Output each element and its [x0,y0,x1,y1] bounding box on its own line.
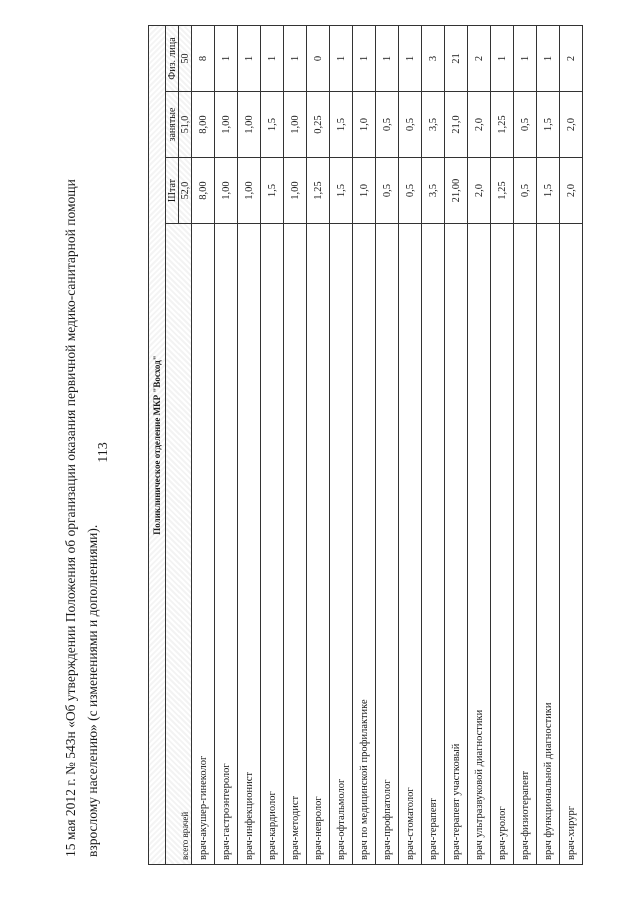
table-title: Поликлиническое отделение МКР "Восход" [149,26,166,865]
row-shtat: 1,00 [284,158,307,224]
table-title-row [149,26,166,865]
staff-table [148,25,583,865]
row-fiz: 21 [445,26,468,92]
row-name: врач-акушер-гинеколог [192,224,215,865]
table-header-row [166,26,179,865]
row-zanyatye: 0,5 [399,92,422,158]
row-zanyatye: 2,0 [560,92,583,158]
table-row [261,26,284,865]
row-zanyatye: 0,25 [307,92,330,158]
document-heading [60,57,104,857]
table-row [353,26,376,865]
table-row [399,26,422,865]
row-zanyatye: 1,00 [215,92,238,158]
row-name: врач функциональной диагностики [537,224,560,865]
row-name: врач-профпатолог [376,224,399,865]
row-shtat: 3,5 [422,158,445,224]
row-shtat: 0,5 [514,158,537,224]
table-row [215,26,238,865]
table-row [422,26,445,865]
row-name: врач-терапевт участковый [445,224,468,865]
row-zanyatye: 21,0 [445,92,468,158]
row-name: врач-хирург [560,224,583,865]
heading-line-2: взрослому населению» (с изменениями и дополнениями). [85,524,100,857]
row-zanyatye: 1,5 [537,92,560,158]
row-shtat: 1,00 [238,158,261,224]
row-fiz: 2 [560,26,583,92]
row-shtat: 1,25 [307,158,330,224]
row-name: врач-методист [284,224,307,865]
total-zanyatye: 51,0 [179,92,192,158]
row-zanyatye: 2,0 [468,92,491,158]
page-number: 113 [96,442,111,463]
row-fiz: 0 [307,26,330,92]
row-shtat: 1,5 [261,158,284,224]
row-zanyatye: 1,00 [284,92,307,158]
row-shtat: 1,5 [330,158,353,224]
row-shtat: 2,0 [468,158,491,224]
row-fiz: 1 [215,26,238,92]
row-fiz: 1 [353,26,376,92]
row-name: врач-гастроэнтеролог [215,224,238,865]
row-zanyatye: 8,00 [192,92,215,158]
row-fiz: 1 [261,26,284,92]
total-shtat: 52,0 [179,158,192,224]
table-row [537,26,560,865]
table-row [560,26,583,865]
row-name: врач-офтальмолог [330,224,353,865]
row-fiz: 1 [399,26,422,92]
row-zanyatye: 0,5 [376,92,399,158]
row-fiz: 1 [284,26,307,92]
row-shtat: 1,25 [491,158,514,224]
row-name: врач-инфекционист [238,224,261,865]
row-name: врач ультразвуковой диагностики [468,224,491,865]
table-row [468,26,491,865]
row-name: врач-кардиолог [261,224,284,865]
column-header-fiz: Физ. лица [166,26,179,92]
table-row [491,26,514,865]
row-zanyatye: 1,5 [261,92,284,158]
table-row [330,26,353,865]
row-zanyatye: 1,0 [353,92,376,158]
table-body [192,26,583,865]
total-label: всего врачей [179,224,192,865]
row-shtat: 0,5 [399,158,422,224]
row-shtat: 8,00 [192,158,215,224]
row-fiz: 1 [238,26,261,92]
row-name: врач-физиотерапевт [514,224,537,865]
row-shtat: 2,0 [560,158,583,224]
row-fiz: 2 [468,26,491,92]
row-fiz: 1 [514,26,537,92]
row-zanyatye: 0,5 [514,92,537,158]
row-fiz: 1 [330,26,353,92]
table-row [514,26,537,865]
row-fiz: 1 [537,26,560,92]
column-header-shtat: Штат [166,158,179,224]
total-fiz: 50 [179,26,192,92]
row-fiz: 1 [491,26,514,92]
row-name: врач-невролог [307,224,330,865]
row-zanyatye: 1,25 [491,92,514,158]
row-shtat: 21,00 [445,158,468,224]
row-zanyatye: 1,5 [330,92,353,158]
row-name: врач-терапевт [422,224,445,865]
table-row [445,26,468,865]
row-name: врач-уролог [491,224,514,865]
header-blank [166,224,179,865]
row-name: врач-стоматолог [399,224,422,865]
table-row [238,26,261,865]
row-name: врач по медицинской профилактике [353,224,376,865]
row-shtat: 1,00 [215,158,238,224]
row-fiz: 3 [422,26,445,92]
row-shtat: 0,5 [376,158,399,224]
row-zanyatye: 1,00 [238,92,261,158]
table-row [192,26,215,865]
row-zanyatye: 3,5 [422,92,445,158]
column-header-zanyatye: занятые [166,92,179,158]
row-fiz: 1 [376,26,399,92]
heading-line-1: 15 мая 2012 г. № 543н «Об утверждении Положения об организации оказания первичной медико-санитарной помощи [63,179,78,857]
total-row [179,26,192,865]
row-shtat: 1,5 [537,158,560,224]
table-row [284,26,307,865]
row-shtat: 1,0 [353,158,376,224]
row-fiz: 8 [192,26,215,92]
table-row [307,26,330,865]
table-row [376,26,399,865]
